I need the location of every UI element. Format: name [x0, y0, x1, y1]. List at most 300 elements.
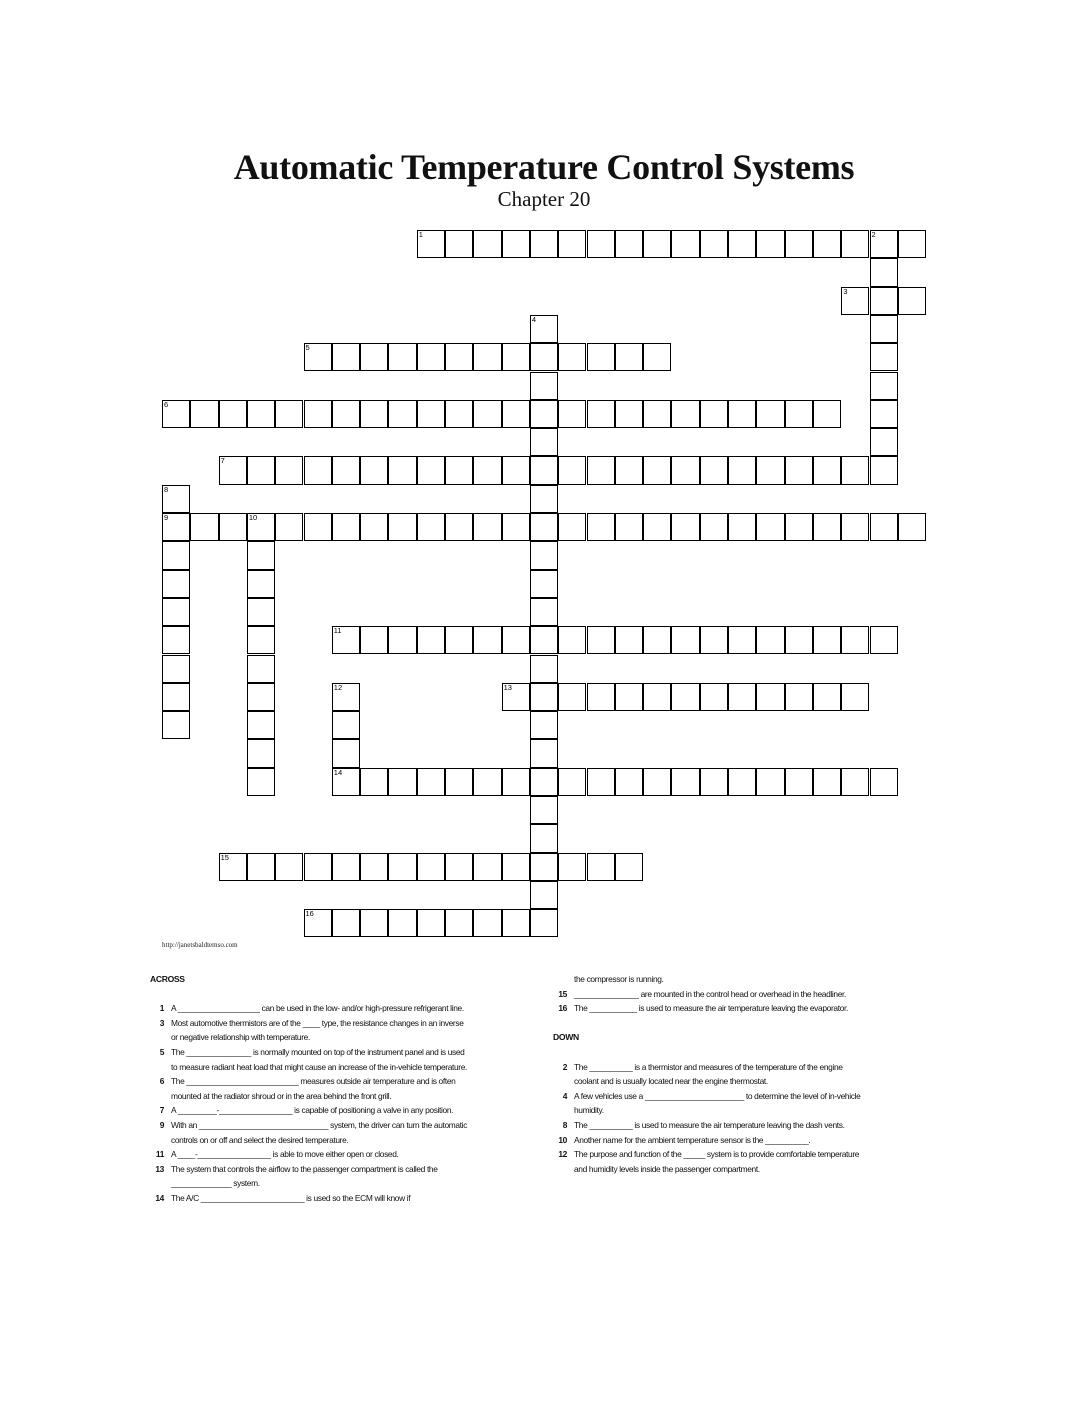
clue-number: 6 — [164, 399, 169, 409]
crossword-cell[interactable] — [813, 400, 841, 428]
crossword-cell[interactable] — [530, 541, 558, 569]
crossword-cell[interactable] — [728, 513, 756, 541]
clue-item-text: The ___________ is used to measure the air temperature leaving the evaporator. — [574, 1003, 848, 1014]
crossword-cell[interactable] — [558, 768, 586, 796]
clue-item-text: The purpose and function of the _____ system is to provide comfortable temperature and humidity levels inside the passenger compartment. — [574, 1149, 860, 1174]
crossword-cell[interactable] — [219, 400, 247, 428]
crossword-cell[interactable] — [841, 768, 869, 796]
crossword-cell[interactable] — [530, 768, 558, 796]
clue-item-number: 6 — [159, 1076, 164, 1087]
clue-number: 11 — [333, 626, 342, 636]
clue-item — [553, 987, 863, 1002]
crossword-cell[interactable] — [445, 456, 473, 484]
crossword-cell[interactable] — [275, 853, 303, 881]
crossword-cell[interactable] — [530, 372, 558, 400]
crossword-cell[interactable] — [473, 853, 501, 881]
crossword-cell[interactable] — [756, 683, 784, 711]
crossword-cell[interactable] — [728, 400, 756, 428]
crossword-cell[interactable] — [587, 853, 615, 881]
clue-item-text: The A/C ________________________ is used so the ECM will know if — [171, 1192, 411, 1203]
clues-left-column — [150, 972, 470, 1206]
clue-item-text: The system that controls the airflow to the passenger compartment is called the ______________ system. — [171, 1163, 438, 1189]
crossword-cell[interactable] — [247, 655, 275, 683]
crossword-cell[interactable] — [445, 909, 473, 937]
crossword-cell[interactable] — [671, 768, 699, 796]
crossword-cell[interactable] — [530, 456, 558, 484]
crossword-cell[interactable] — [530, 315, 558, 343]
crossword-cell[interactable] — [445, 343, 473, 371]
clue-item — [553, 1133, 863, 1148]
crossword-cell[interactable] — [473, 909, 501, 937]
crossword-cell[interactable] — [530, 881, 558, 909]
crossword-cell[interactable] — [587, 230, 615, 258]
crossword-cell[interactable] — [813, 230, 841, 258]
crossword-cell[interactable] — [502, 683, 530, 711]
clue-number: 14 — [333, 767, 343, 777]
crossword-cell[interactable] — [388, 343, 416, 371]
crossword-cell[interactable] — [756, 626, 784, 654]
crossword-cell[interactable] — [615, 400, 643, 428]
crossword-cell[interactable] — [813, 768, 841, 796]
clue-item-number: 9 — [159, 1119, 164, 1130]
crossword-cell[interactable] — [785, 683, 813, 711]
crossword-cell[interactable] — [700, 513, 728, 541]
crossword-cell[interactable] — [643, 513, 671, 541]
clue-item-text: Another name for the ambient temperature sensor is the __________. — [574, 1134, 811, 1145]
clue-number: 4 — [531, 314, 537, 324]
crossword-cell[interactable] — [898, 513, 926, 541]
crossword-cell[interactable] — [332, 343, 360, 371]
clue-number: 12 — [333, 682, 343, 692]
crossword-cell[interactable] — [643, 343, 671, 371]
crossword-cell[interactable] — [841, 626, 869, 654]
crossword-cell[interactable] — [162, 541, 190, 569]
crossword-cell[interactable] — [813, 683, 841, 711]
crossword-cell[interactable] — [558, 456, 586, 484]
crossword-cell[interactable] — [247, 768, 275, 796]
crossword-cell[interactable] — [643, 456, 671, 484]
crossword-cell[interactable] — [870, 230, 898, 258]
crossword-cell[interactable] — [332, 909, 360, 937]
crossword-cell[interactable] — [671, 683, 699, 711]
crossword-cell[interactable] — [728, 456, 756, 484]
crossword-cell[interactable] — [275, 513, 303, 541]
crossword-cell[interactable] — [332, 739, 360, 767]
crossword-cell[interactable] — [417, 513, 445, 541]
crossword-cell[interactable] — [530, 853, 558, 881]
crossword-cell[interactable] — [530, 824, 558, 852]
clues-right-column — [553, 972, 863, 1176]
crossword-cell[interactable] — [247, 570, 275, 598]
crossword-cell[interactable] — [360, 513, 388, 541]
crossword-cell[interactable] — [530, 513, 558, 541]
crossword-cell[interactable] — [785, 456, 813, 484]
crossword-cell[interactable] — [615, 626, 643, 654]
crossword-cell[interactable] — [728, 626, 756, 654]
crossword-cell[interactable] — [360, 400, 388, 428]
crossword-cell[interactable] — [360, 909, 388, 937]
crossword-cell[interactable] — [530, 739, 558, 767]
clue-item-number: 16 — [558, 1003, 567, 1014]
clue-item-number: 14 — [155, 1192, 164, 1203]
crossword-cell[interactable] — [445, 400, 473, 428]
crossword-cell[interactable] — [870, 456, 898, 484]
crossword-cell[interactable] — [502, 626, 530, 654]
clue-number: 9 — [164, 513, 169, 522]
crossword-cell[interactable] — [700, 768, 728, 796]
crossword-cell[interactable] — [643, 230, 671, 258]
clue-item-number: 10 — [558, 1134, 567, 1145]
crossword-cell[interactable] — [332, 456, 360, 484]
crossword-cell[interactable] — [870, 626, 898, 654]
crossword-cell[interactable] — [671, 513, 699, 541]
crossword-cell[interactable] — [473, 456, 501, 484]
crossword-cell[interactable] — [785, 400, 813, 428]
crossword-cell[interactable] — [473, 626, 501, 654]
crossword-cell[interactable] — [700, 230, 728, 258]
crossword-cell[interactable] — [445, 768, 473, 796]
crossword-cell[interactable] — [388, 768, 416, 796]
clue-item — [150, 1147, 470, 1162]
crossword-cell[interactable] — [388, 626, 416, 654]
crossword-cell[interactable] — [388, 853, 416, 881]
crossword-cell[interactable] — [558, 683, 586, 711]
crossword-cell[interactable] — [671, 456, 699, 484]
clue-item-number: 1 — [159, 1003, 164, 1014]
crossword-cell[interactable] — [785, 626, 813, 654]
crossword-cell[interactable] — [558, 513, 586, 541]
crossword-cell[interactable] — [247, 541, 275, 569]
crossword-cell[interactable] — [587, 683, 615, 711]
crossword-cell[interactable] — [870, 315, 898, 343]
crossword-cell[interactable] — [530, 400, 558, 428]
crossword-cell[interactable] — [360, 343, 388, 371]
crossword-cell[interactable] — [388, 513, 416, 541]
crossword-cell[interactable] — [870, 258, 898, 286]
crossword-cell[interactable] — [530, 343, 558, 371]
crossword-cell[interactable] — [530, 485, 558, 513]
crossword-cell[interactable] — [247, 683, 275, 711]
crossword-cell[interactable] — [841, 230, 869, 258]
clue-item-number: 12 — [558, 1149, 567, 1160]
crossword-cell[interactable] — [870, 768, 898, 796]
crossword-cell[interactable] — [587, 343, 615, 371]
crossword-cell[interactable] — [502, 230, 530, 258]
crossword-cell[interactable] — [502, 853, 530, 881]
crossword-cell[interactable] — [360, 768, 388, 796]
crossword-cell[interactable] — [502, 456, 530, 484]
crossword-cell[interactable] — [360, 626, 388, 654]
clue-item — [150, 1016, 470, 1045]
crossword-cell[interactable] — [558, 400, 586, 428]
clue-item — [150, 1074, 470, 1103]
crossword-cell[interactable] — [445, 853, 473, 881]
spacer — [150, 987, 470, 1002]
crossword-cell[interactable] — [615, 513, 643, 541]
clue-item — [553, 1147, 863, 1176]
clue-item-number: 3 — [159, 1017, 164, 1028]
clue-item — [553, 1060, 863, 1089]
crossword-cell[interactable] — [417, 853, 445, 881]
clue-item-text: A ____-_________________ is able to move either open or closed. — [171, 1149, 399, 1160]
crossword-cell[interactable] — [530, 655, 558, 683]
page-subtitle: Chapter 20 — [497, 187, 591, 211]
crossword-cell[interactable] — [473, 513, 501, 541]
crossword-cell[interactable] — [530, 796, 558, 824]
crossword-cell[interactable] — [502, 909, 530, 937]
crossword-cell[interactable] — [502, 343, 530, 371]
crossword-cell[interactable] — [304, 853, 332, 881]
clue-item-number: 7 — [159, 1105, 164, 1116]
crossword-cell[interactable] — [756, 513, 784, 541]
crossword-cell[interactable] — [219, 513, 247, 541]
clue-item — [150, 1103, 470, 1118]
crossword-cell[interactable] — [332, 683, 360, 711]
clue-item-number: 15 — [558, 988, 567, 999]
crossword-cell[interactable] — [190, 513, 218, 541]
crossword-cell[interactable] — [756, 456, 784, 484]
clue-item-text: The __________ is used to measure the air temperature leaving the dash vents. — [574, 1119, 845, 1130]
crossword-cell[interactable] — [388, 909, 416, 937]
crossword-cell[interactable] — [219, 456, 247, 484]
clue-item-number: 5 — [159, 1046, 164, 1057]
crossword-cell[interactable] — [360, 456, 388, 484]
crossword-cell[interactable] — [473, 768, 501, 796]
crossword-cell[interactable] — [417, 400, 445, 428]
crossword-cell[interactable] — [587, 626, 615, 654]
crossword-cell[interactable] — [417, 768, 445, 796]
crossword-cell[interactable] — [841, 287, 869, 315]
crossword-cell[interactable] — [643, 768, 671, 796]
crossword-cell[interactable] — [615, 456, 643, 484]
crossword-cell[interactable] — [870, 400, 898, 428]
crossword-cell[interactable] — [530, 598, 558, 626]
crossword-cell[interactable] — [643, 683, 671, 711]
crossword-cell[interactable] — [445, 626, 473, 654]
crossword-cell[interactable] — [841, 456, 869, 484]
clue-item — [150, 1191, 470, 1206]
crossword-cell[interactable] — [785, 230, 813, 258]
crossword-cell[interactable] — [785, 513, 813, 541]
crossword-cell[interactable] — [162, 711, 190, 739]
crossword-cell[interactable] — [247, 456, 275, 484]
crossword-cell[interactable] — [445, 513, 473, 541]
crossword-cell[interactable] — [870, 287, 898, 315]
crossword-cell[interactable] — [247, 513, 275, 541]
crossword-cell[interactable] — [275, 456, 303, 484]
crossword-cell[interactable] — [247, 400, 275, 428]
crossword-cell[interactable] — [247, 598, 275, 626]
clue-item-number: 4 — [562, 1090, 567, 1101]
crossword-cell[interactable] — [898, 230, 926, 258]
crossword-cell[interactable] — [587, 768, 615, 796]
crossword-cell[interactable] — [473, 400, 501, 428]
crossword-cell[interactable] — [756, 400, 784, 428]
clue-item — [150, 1162, 470, 1191]
crossword-cell[interactable] — [728, 683, 756, 711]
crossword-cell[interactable] — [530, 711, 558, 739]
crossword-cell[interactable] — [388, 456, 416, 484]
clue-item — [553, 1118, 863, 1133]
clue-item — [150, 1118, 470, 1147]
section-heading: ACROSS — [150, 974, 185, 984]
crossword-cell[interactable] — [332, 768, 360, 796]
crossword-cell[interactable] — [304, 456, 332, 484]
crossword-cell[interactable] — [332, 513, 360, 541]
crossword-cell[interactable] — [530, 230, 558, 258]
clue-item-text: The _______________ is normally mounted on top of the instrument panel and is used to measure radiant heat load that might cause an increase of the in-vehicle temperature. — [171, 1046, 468, 1072]
crossword-cell[interactable] — [247, 739, 275, 767]
crossword-cell[interactable] — [162, 485, 190, 513]
crossword-cell[interactable] — [473, 343, 501, 371]
crossword-cell[interactable] — [700, 626, 728, 654]
clue-item-text: The __________________________ measures outside air temperature and is often mounted at the radiator shroud or in the area behind the front grill. — [171, 1076, 456, 1101]
crossword-cell[interactable] — [756, 230, 784, 258]
clue-item — [150, 1001, 470, 1016]
crossword-cell[interactable] — [671, 626, 699, 654]
source-url: http://janetsbaldtemso.com — [162, 941, 238, 949]
crossword-cell[interactable] — [247, 626, 275, 654]
crossword-cell[interactable] — [417, 230, 445, 258]
crossword-cell[interactable] — [671, 230, 699, 258]
clue-number: 13 — [503, 682, 512, 692]
crossword-cell[interactable] — [190, 400, 218, 428]
crossword-cell[interactable] — [728, 230, 756, 258]
crossword-cell[interactable] — [841, 513, 869, 541]
crossword-cell[interactable] — [813, 626, 841, 654]
crossword-cell[interactable] — [332, 400, 360, 428]
crossword-cell[interactable] — [502, 400, 530, 428]
crossword-cell[interactable] — [332, 626, 360, 654]
clue-item-number: 13 — [155, 1163, 164, 1174]
crossword-cell[interactable] — [615, 768, 643, 796]
crossword-cell[interactable] — [643, 626, 671, 654]
section-heading: DOWN — [553, 1032, 579, 1043]
crossword-cell[interactable] — [870, 428, 898, 456]
clue-item-number: 8 — [562, 1119, 567, 1130]
crossword-cell[interactable] — [417, 343, 445, 371]
crossword-cell[interactable] — [219, 853, 247, 881]
crossword-cell[interactable] — [275, 400, 303, 428]
clue-item — [553, 1089, 863, 1118]
crossword-cell[interactable] — [785, 768, 813, 796]
crossword-cell[interactable] — [162, 513, 190, 541]
clue-item-text: A _________-_________________ is capable of positioning a valve in any position. — [171, 1105, 454, 1116]
crossword-cell[interactable] — [304, 400, 332, 428]
crossword-cell[interactable] — [558, 343, 586, 371]
clue-item-text: Most automotive thermistors are of the ____ type, the resistance changes in an inverse or negative relationship with temperature. — [171, 1017, 464, 1043]
crossword-cell[interactable] — [615, 853, 643, 881]
crossword-cell[interactable] — [502, 768, 530, 796]
crossword-cell[interactable] — [841, 683, 869, 711]
crossword-cell[interactable] — [558, 853, 586, 881]
spacer — [553, 1045, 863, 1060]
crossword-cell[interactable] — [728, 768, 756, 796]
crossword-cell[interactable] — [756, 768, 784, 796]
clue-item-number: 2 — [562, 1061, 567, 1072]
crossword-cell[interactable] — [304, 513, 332, 541]
crossword-cell[interactable] — [700, 456, 728, 484]
crossword-cell[interactable] — [615, 683, 643, 711]
crossword-cell[interactable] — [304, 343, 332, 371]
crossword-cell[interactable] — [700, 683, 728, 711]
crossword-cell[interactable] — [360, 853, 388, 881]
clue-number: 2 — [871, 230, 876, 239]
crossword-cell[interactable] — [671, 400, 699, 428]
crossword-cell[interactable] — [898, 287, 926, 315]
crossword-cell[interactable] — [587, 513, 615, 541]
crossword-cell[interactable] — [615, 343, 643, 371]
crossword-cell[interactable] — [417, 456, 445, 484]
clue-item-text: A few vehicles use a _______________________ to determine the level of in-vehicle humidity. — [574, 1090, 861, 1116]
clue-number: 1 — [418, 230, 423, 239]
clue-item-text: The __________ is a thermistor and measures of the temperature of the engine coolant and is usually located near the engine thermostat. — [574, 1061, 843, 1087]
crossword-cell[interactable] — [162, 570, 190, 598]
crossword-cell[interactable] — [813, 513, 841, 541]
crossword-cell[interactable] — [587, 456, 615, 484]
crossword-cell[interactable] — [643, 400, 671, 428]
crossword-cell[interactable] — [870, 372, 898, 400]
spacer — [553, 1016, 863, 1031]
crossword-cell[interactable] — [558, 626, 586, 654]
crossword-cell[interactable] — [870, 343, 898, 371]
crossword-cell[interactable] — [247, 853, 275, 881]
crossword-cell[interactable] — [473, 230, 501, 258]
crossword-cell[interactable] — [332, 711, 360, 739]
crossword-cell[interactable] — [247, 711, 275, 739]
crossword-cell[interactable] — [388, 400, 416, 428]
crossword-cell[interactable] — [530, 683, 558, 711]
clue-number: 16 — [305, 909, 314, 919]
clue-item-text: A ___________________ can be used in the low- and/or high-pressure refrigerant line. — [171, 1003, 464, 1014]
crossword-cell[interactable] — [162, 655, 190, 683]
clue-continuation: the compressor is running. — [574, 974, 664, 984]
crossword-cell[interactable] — [162, 626, 190, 654]
crossword-cell[interactable] — [417, 626, 445, 654]
crossword-cell[interactable] — [162, 598, 190, 626]
crossword-cell[interactable] — [162, 400, 190, 428]
crossword-cell[interactable] — [870, 513, 898, 541]
crossword-cell[interactable] — [502, 513, 530, 541]
crossword-cell[interactable] — [587, 400, 615, 428]
clue-item — [150, 1045, 470, 1074]
clue-number: 10 — [248, 513, 258, 522]
clue-number: 15 — [220, 852, 229, 862]
clue-item-text: _______________ are mounted in the control head or overhead in the headliner. — [574, 988, 846, 999]
crossword-cell[interactable] — [558, 230, 586, 258]
clue-item-text: With an ______________________________ system, the driver can turn the automatic controls on or off and select the desired temperature. — [171, 1119, 468, 1145]
crossword-cell[interactable] — [530, 909, 558, 937]
crossword-cell[interactable] — [813, 456, 841, 484]
clue-number: 8 — [164, 484, 169, 494]
crossword-cell[interactable] — [530, 428, 558, 456]
crossword-cell[interactable] — [445, 230, 473, 258]
clue-number: 3 — [843, 286, 848, 296]
crossword-cell[interactable] — [304, 909, 332, 937]
clue-number: 5 — [305, 343, 310, 353]
crossword-cell[interactable] — [530, 570, 558, 598]
crossword-cell[interactable] — [162, 683, 190, 711]
clue-item — [553, 1001, 863, 1016]
clue-number: 7 — [220, 456, 225, 466]
crossword-cell[interactable] — [700, 400, 728, 428]
crossword-cell[interactable] — [332, 853, 360, 881]
crossword-cell[interactable] — [417, 909, 445, 937]
crossword-cell[interactable] — [530, 626, 558, 654]
page-title: Automatic Temperature Control Systems — [233, 147, 855, 187]
crossword-cell[interactable] — [615, 230, 643, 258]
clue-item-number: 11 — [155, 1149, 164, 1160]
